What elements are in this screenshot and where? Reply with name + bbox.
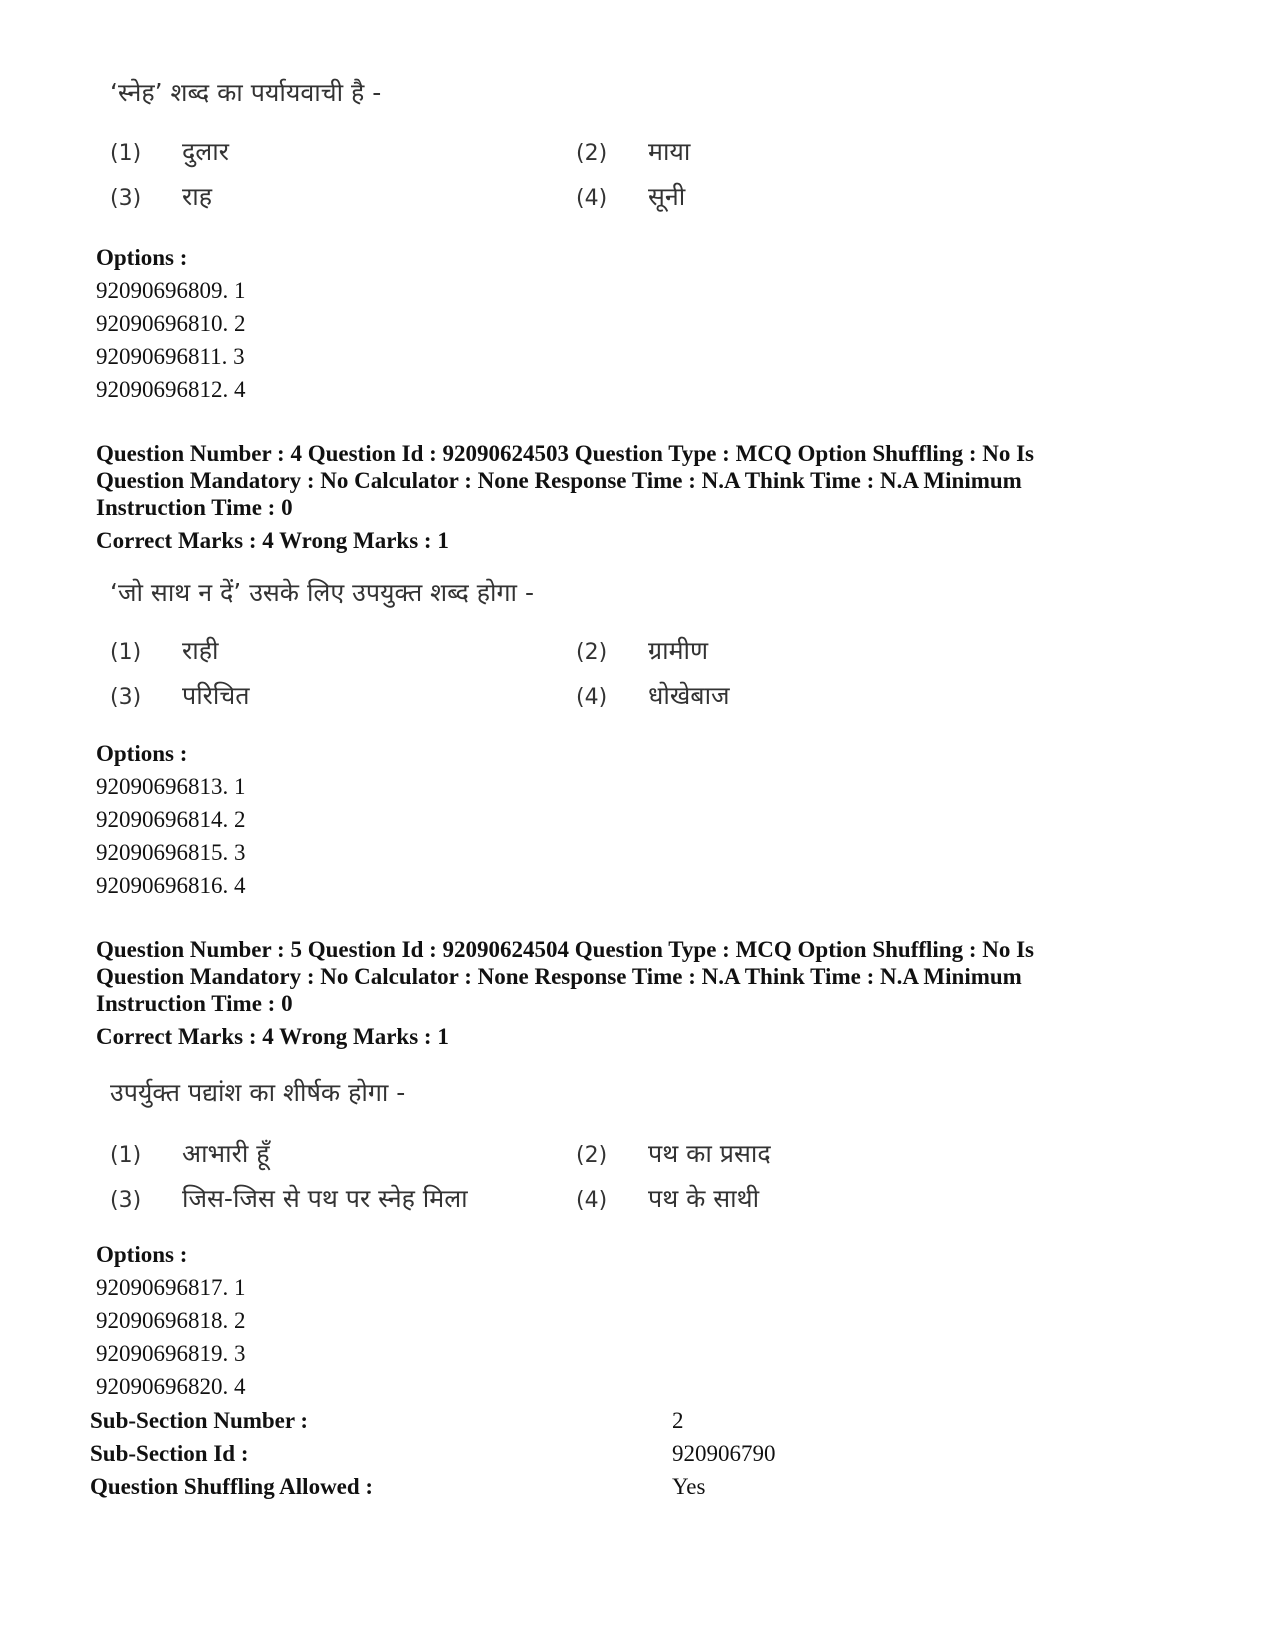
option-id: 92090696812. 4 [96, 377, 246, 402]
question-3-option-2: (2) माया [576, 137, 691, 166]
options-heading: Options : [96, 741, 188, 766]
option-id: 92090696818. 2 [96, 1308, 246, 1333]
question-5-image [110, 1078, 1010, 1213]
question-5-marks: Correct Marks : 4 Wrong Marks : 1 [96, 1024, 449, 1049]
question-4-option-3: (3) परिचित [110, 681, 250, 710]
option-id: 92090696814. 2 [96, 807, 246, 832]
question-3-stem: ‘स्नेह’ शब्द का पर्यायवाची है - [110, 78, 382, 107]
question-5-option-3: (3) जिस-जिस से पथ पर स्नेह मिला [110, 1184, 468, 1213]
question-3-option-4: (4) सूनी [576, 182, 686, 211]
options-heading: Options : [96, 245, 188, 270]
subsection-number-value: 2 [672, 1408, 684, 1433]
question-shuffling-label: Question Shuffling Allowed : [90, 1474, 374, 1499]
option-id: 92090696816. 4 [96, 873, 246, 898]
subsection-number-label: Sub-Section Number : [90, 1408, 309, 1433]
question-3-option-3: (3) राह [110, 182, 212, 211]
question-5-option-1: (1) आभारी हूँ [110, 1139, 270, 1168]
question-4-option-2: (2) ग्रामीण [576, 636, 709, 665]
subsection-id-value: 920906790 [672, 1441, 776, 1466]
question-4-option-1: (1) राही [110, 636, 219, 665]
question-3-option-1: (1) दुलार [110, 137, 229, 166]
question-5-stem: उपर्युक्त पद्यांश का शीर्षक होगा - [110, 1078, 406, 1107]
question-4-stem: ‘जो साथ न दें’ उसके लिए उपयुक्त शब्द होगा - [110, 578, 534, 607]
question-4-meta: Question Number : 4 Question Id : 92090624503 Question Type : MCQ Option Shuffling : No Is Question Mandatory : No Calculator : None Response Time : N.A Think Time : N.A Minimum Instruction Time : 0 Correct Marks : 4 Wrong Marks : 1 [96, 440, 1196, 554]
option-id: 92090696810. 2 [96, 311, 246, 336]
question-5-option-2: (2) पथ का प्रसाद [576, 1139, 771, 1168]
option-id: 92090696815. 3 [96, 840, 246, 865]
options-heading: Options : [96, 1242, 188, 1267]
question-3-options-list [96, 241, 1196, 406]
option-id: 92090696813. 1 [96, 774, 246, 799]
question-4-options-list [96, 737, 1196, 902]
question-5-meta: Question Number : 5 Question Id : 92090624504 Question Type : MCQ Option Shuffling : No Is Question Mandatory : No Calculator : None Response Time : N.A Think Time : N.A Minimum Instruction Time : 0 Correct Marks : 4 Wrong Marks : 1 [96, 936, 1196, 1050]
question-3-image [110, 78, 1010, 211]
option-id: 92090696809. 1 [96, 278, 246, 303]
question-shuffling-value: Yes [672, 1474, 706, 1499]
subsection-id-label: Sub-Section Id : [90, 1441, 249, 1466]
option-id: 92090696820. 4 [96, 1374, 246, 1399]
question-4-option-4: (4) धोखेबाज [576, 681, 730, 710]
question-5-options-list [96, 1238, 1196, 1403]
question-4-marks: Correct Marks : 4 Wrong Marks : 1 [96, 528, 449, 553]
question-5-option-4: (4) पथ के साथी [576, 1184, 760, 1213]
question-4-image [110, 578, 1010, 710]
option-id: 92090696817. 1 [96, 1275, 246, 1300]
option-id: 92090696811. 3 [96, 344, 245, 369]
option-id: 92090696819. 3 [96, 1341, 246, 1366]
